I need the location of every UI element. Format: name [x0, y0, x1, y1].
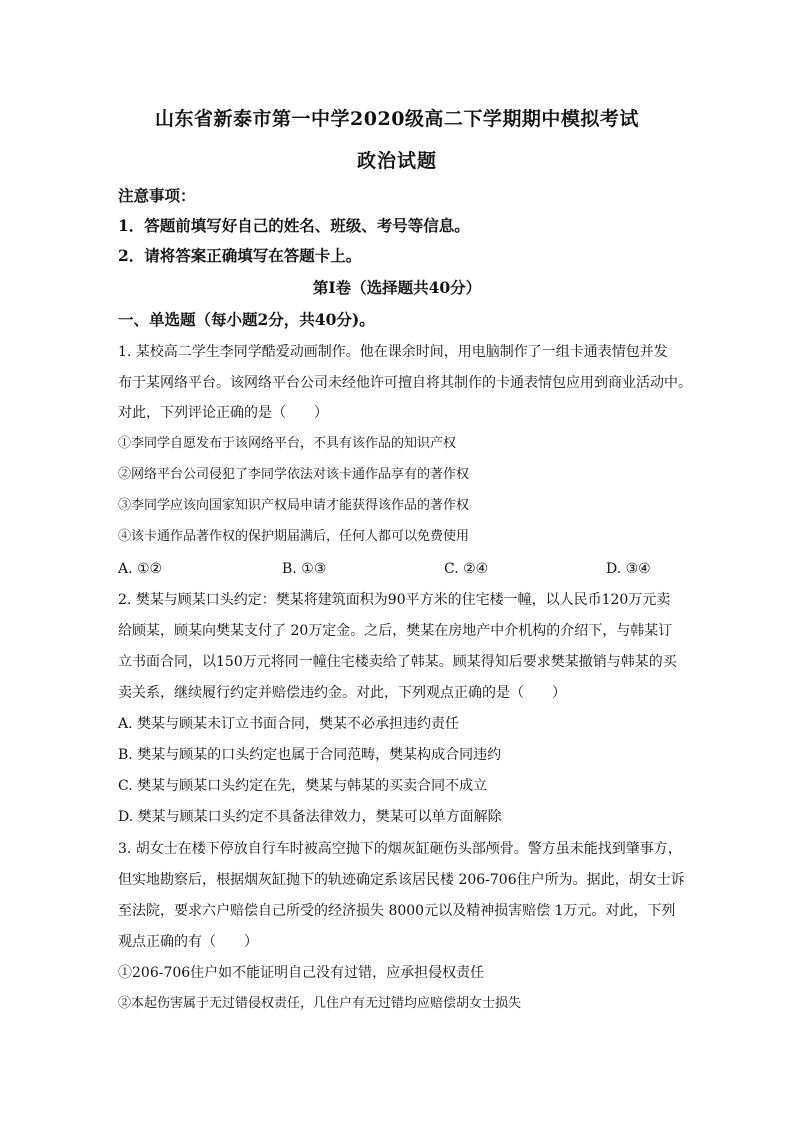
note-item: 2．请将答案正确填写在答题卡上。 [118, 246, 362, 265]
statement: ③李同学应该向国家知识产权局申请才能获得该作品的著作权 [118, 498, 470, 513]
question-text: 立书面合同，以150万元将同一幢住宅楼卖给了韩某。顾某得知后要求樊某撤销与韩某的买 [118, 654, 677, 670]
statement: ④该卡通作品著作权的保护期届满后，任何人都可以免费使用 [118, 529, 470, 544]
statement: ①李同学自愿发布于该网络平台，不具有该作品的知识产权 [118, 436, 457, 451]
question-text: 3. 胡女士在楼下停放自行车时被高空抛下的烟灰缸砸伤头部颅骨。警方虽未能找到肇事方， [118, 841, 682, 857]
choice-a: A. ①② [118, 561, 163, 577]
question-text: 卖关系，继续履行约定并赔偿违约金。对此，下列观点正确的是（ ） [118, 685, 566, 701]
question-text: 但实地勘察后，根据烟灰缸抛下的轨迹确定系该居民楼 206-706住户所为。据此，胡女士诉 [118, 872, 685, 888]
exam-title: 山东省新泰市第一中学2020级高二下学期期中模拟考试 [155, 108, 639, 130]
exam-subtitle: 政治试题 [356, 150, 437, 172]
choice-b: B. 樊某与顾某的口头约定也属于合同范畴，樊某构成合同违约 [118, 747, 502, 763]
choice-d: D. ③④ [606, 561, 651, 577]
question-text: 布于某网络平台。该网络平台公司未经他许可擅自将其制作的卡通表情包应用到商业活动中。 [118, 375, 692, 391]
notes-heading: 注意事项： [118, 186, 196, 205]
choice-d: D. 樊某与顾某口头约定不具备法律效力，樊某可以单方面解除 [118, 809, 502, 825]
section-heading: 一、单选题（每小题2分，共40分)。 [118, 310, 375, 329]
volume-heading: 第I卷（选择题共40分） [312, 278, 482, 297]
statement: ②网络平台公司侵犯了李同学依法对该卡通作品享有的著作权 [118, 467, 470, 482]
choice-c: C. ②④ [444, 561, 489, 577]
choice-b: B. ①③ [282, 561, 327, 577]
question-text: 对此，下列评论正确的是（ ） [118, 405, 328, 421]
question-text: 至法院，要求六户赔偿自己所受的经济损失 8000元以及精神损害赔偿 1万元。对此，下列 [118, 903, 676, 919]
choice-a: A. 樊某与顾某未订立书面合同，樊某不必承担违约责任 [118, 716, 460, 732]
statement: ②本起伤害属于无过错侵权责任，几住户有无过错均应赔偿胡女士损失 [118, 996, 522, 1011]
statement: ①206-706住户如不能证明自己没有过错，应承担侵权责任 [118, 965, 485, 981]
question-text: 1. 某校高二学生李同学酷爱动画制作。他在课余时间，用电脑制作了一组卡通表情包并发 [118, 344, 668, 360]
question-text: 2. 樊某与顾某口头约定：樊某将建筑面积为90平方米的住宅楼一幢，以人民币120万元卖 [118, 592, 671, 608]
question-text: 给顾某，顾某向樊某支付了 20万定金。之后，樊某在房地产中介机构的介绍下，与韩某订 [118, 623, 673, 639]
question-text: 观点正确的有（ ） [118, 934, 258, 950]
choice-c: C. 樊某与顾某口头约定在先，樊某与韩某的买卖合同不成立 [118, 778, 488, 794]
note-item: 1．答题前填写好自己的姓名、班级、考号等信息。 [118, 216, 470, 235]
